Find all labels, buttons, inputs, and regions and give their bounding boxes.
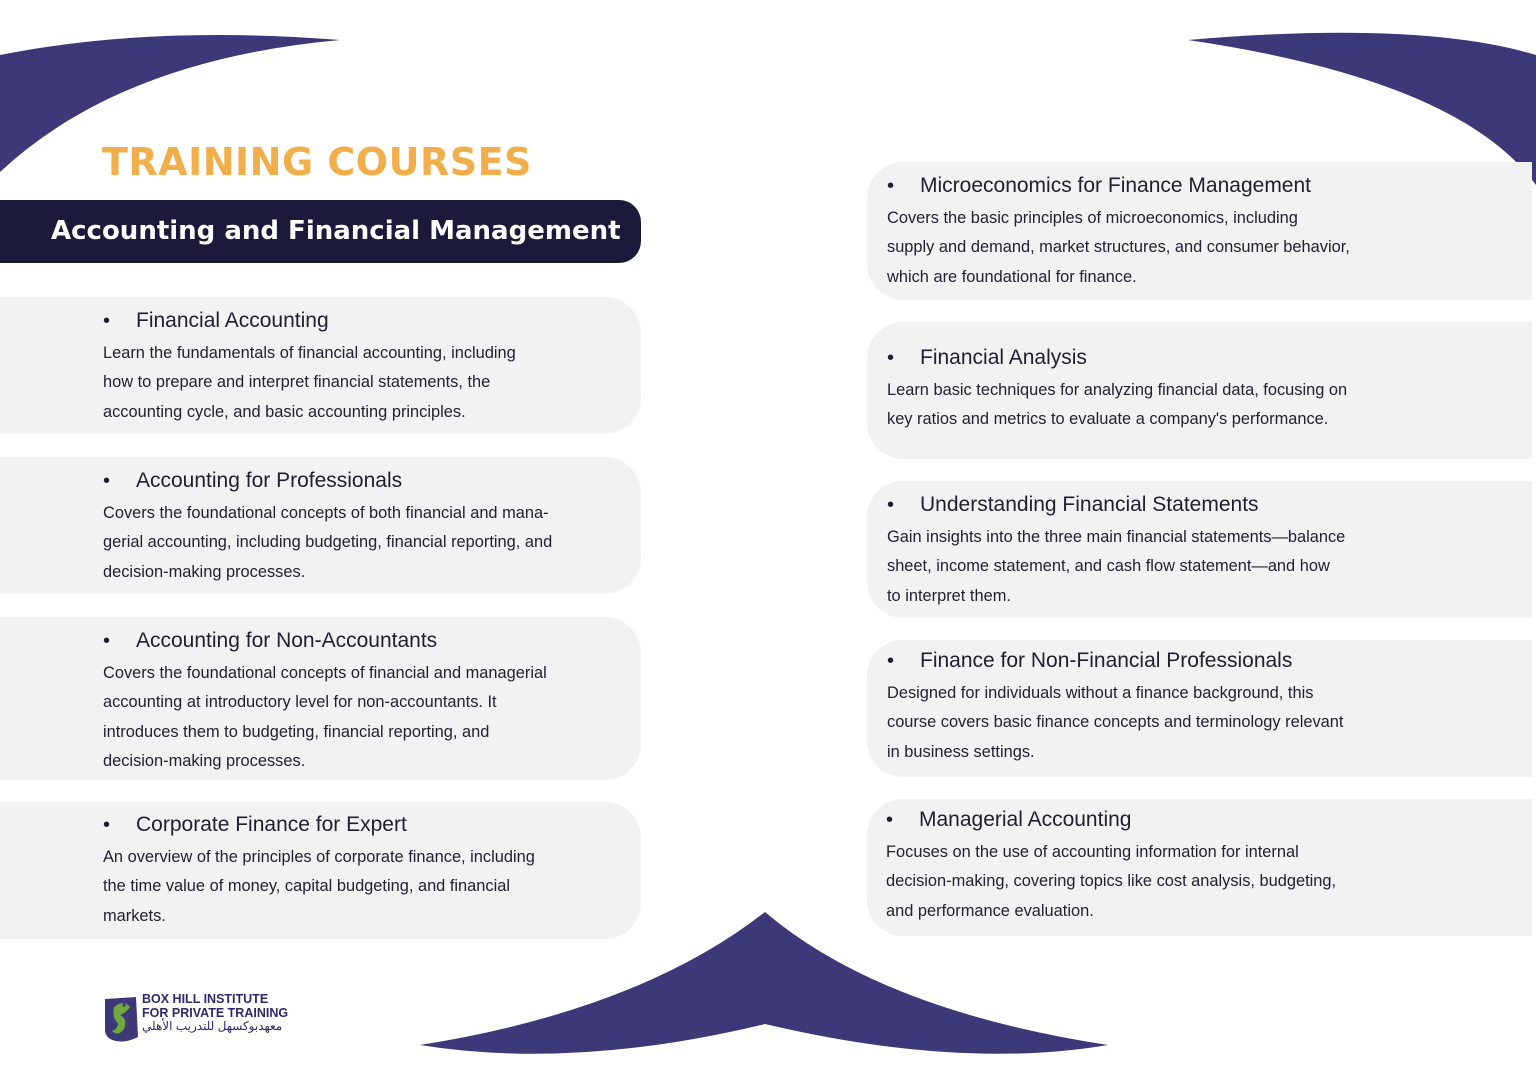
- course-description: Gain insights into the three main financial statements—balance sheet, income statement, and cash flow statement—and how to interpret them.: [887, 528, 1346, 605]
- logo-line-1: BOX HILL INSTITUTE: [142, 992, 269, 1006]
- bullet-icon: •: [886, 809, 894, 831]
- course-title: Accounting for Non-Accountants: [136, 629, 438, 652]
- course-description: Learn basic techniques for analyzing financial data, focusing on key ratios and metrics to evaluate a company's performance.: [887, 381, 1348, 429]
- bullet-icon: •: [887, 347, 895, 369]
- course-description: Covers the foundational concepts of both financial and mana- gerial accounting, including budgeting, financial reporting, and decision-making processes.: [103, 504, 553, 581]
- course-title: Finance for Non-Financial Professionals: [920, 649, 1293, 672]
- page-title: TRAINING COURSES: [102, 140, 532, 184]
- bullet-icon: •: [103, 630, 111, 652]
- course-card-corporate-finance: [0, 802, 641, 939]
- bullet-icon: •: [887, 650, 895, 672]
- section-banner: [0, 200, 641, 263]
- seahorse-logo-icon: [102, 993, 140, 1043]
- course-description: An overview of the principles of corporate finance, including the time value of money, capital budgeting, and financial markets.: [103, 848, 535, 925]
- institute-logo: [102, 993, 288, 1043]
- course-description: Learn the fundamentals of financial accounting, including how to prepare and interpret financial statements, the accounting cycle, and basic accounting principles.: [103, 344, 516, 421]
- course-card-financial-accounting: [0, 297, 641, 434]
- course-card-managerial-accounting: [867, 799, 1532, 936]
- bullet-icon: •: [887, 494, 895, 516]
- course-description: Designed for individuals without a finance background, this course covers basic finance concepts and terminology relevant in business settings.: [887, 684, 1344, 761]
- course-card-understanding-financial-statements: [867, 481, 1532, 618]
- course-title: Financial Accounting: [136, 309, 329, 332]
- course-card-microeconomics: [867, 162, 1532, 300]
- bullet-icon: •: [887, 175, 895, 197]
- course-title: Accounting for Professionals: [136, 469, 403, 492]
- course-card-accounting-for-non-accountants: [0, 617, 641, 780]
- bullet-icon: •: [103, 470, 111, 492]
- logo-line-2: FOR PRIVATE TRAINING: [142, 1005, 289, 1020]
- course-description: Focuses on the use of accounting information for internal decision-making, covering topics like cost analysis, budgeting, and performance evaluation.: [886, 843, 1337, 920]
- course-title: Managerial Accounting: [919, 808, 1132, 831]
- course-card-accounting-for-professionals: [0, 457, 641, 594]
- course-description: Covers the basic principles of microeconomics, including supply and demand, market structures, and consumer behavior, which are foundational for finance.: [887, 209, 1350, 286]
- course-description: Covers the foundational concepts of financial and managerial accounting at introductory level for non-accountants. It introduces them to budgeting, financial reporting, and decision-making processes.: [103, 664, 547, 771]
- course-title: Microeconomics for Finance Management: [920, 174, 1312, 197]
- course-title: Understanding Financial Statements: [920, 493, 1259, 516]
- bullet-icon: •: [103, 310, 111, 332]
- logo-line-arabic: معهدبوكسهل للتدريب الأهلي: [142, 1019, 283, 1033]
- course-title: Financial Analysis: [920, 346, 1087, 369]
- course-title: Corporate Finance for Expert: [136, 813, 407, 836]
- bullet-icon: •: [103, 814, 111, 836]
- course-card-financial-analysis: [867, 322, 1532, 459]
- section-title: Accounting and Financial Management: [51, 216, 621, 246]
- course-card-finance-for-non-financial: [867, 640, 1532, 777]
